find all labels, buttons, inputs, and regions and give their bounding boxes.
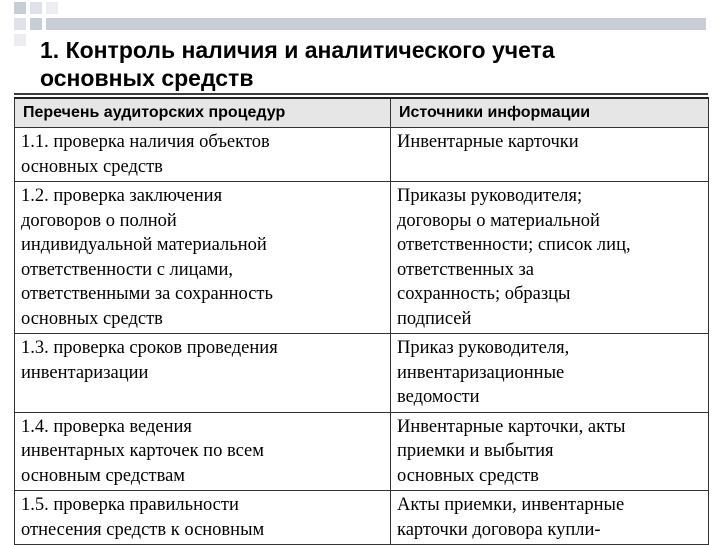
- cell-line: 1.5. проверка правильности: [21, 495, 239, 515]
- cell-line: сохранность; образцы: [397, 284, 571, 304]
- cell-line: приемки и выбытия: [397, 441, 554, 461]
- cell-line: договоры о материальной: [397, 210, 600, 231]
- source-cell: [391, 412, 709, 491]
- cell-line: ответственными за сохранность: [21, 284, 273, 304]
- deco-square: [14, 34, 26, 46]
- title-line-1: 1. Контроль наличия и аналитического учета: [40, 37, 555, 63]
- source-cell: [391, 491, 709, 545]
- cell-line: основных средств: [21, 156, 163, 177]
- cell-line: договоров о полной: [21, 210, 177, 231]
- header-sources: Источники информации: [391, 98, 709, 128]
- table-row: [15, 412, 709, 491]
- cell-line: Инвентарные карточки, акты: [397, 416, 626, 437]
- cell-line: инвентаризационные: [397, 362, 565, 383]
- cell-line: индивидуальной материальной: [21, 235, 267, 255]
- procedure-cell: [15, 412, 391, 491]
- cell-line: ответственных за: [397, 259, 534, 280]
- cell-line: карточки договора купли-: [397, 519, 601, 540]
- cell-line: подписей: [397, 308, 472, 329]
- deco-square: [14, 18, 26, 30]
- source-cell: [391, 182, 709, 334]
- deco-bar: [46, 18, 706, 30]
- deco-square: [46, 2, 58, 14]
- source-cell: [391, 334, 709, 413]
- cell-line: Инвентарные карточки: [397, 132, 579, 152]
- table-row: [15, 491, 709, 545]
- table-header-row: [15, 98, 709, 128]
- procedure-cell: [15, 182, 391, 334]
- cell-line: ответственности; список лиц,: [397, 235, 631, 255]
- cell-line: Приказы руководителя;: [397, 186, 583, 206]
- cell-line: 1.3. проверка сроков проведения: [21, 338, 278, 358]
- table-row: [15, 334, 709, 413]
- cell-line: Приказ руководителя,: [397, 338, 570, 358]
- cell-line: 1.2. проверка заключения: [21, 186, 223, 206]
- cell-line: основных средств: [21, 308, 163, 329]
- source-cell: [391, 128, 709, 182]
- cell-line: отнесения средств к основным: [21, 519, 265, 540]
- deco-square: [14, 2, 26, 14]
- cell-line: инвентаризации: [21, 362, 149, 383]
- audit-procedures-table: [14, 97, 709, 545]
- deco-square: [30, 18, 42, 30]
- procedure-cell: [15, 334, 391, 413]
- cell-line: 1.1. проверка наличия объектов: [21, 132, 270, 152]
- table-row: [15, 182, 709, 334]
- table-row: [15, 128, 709, 182]
- cell-line: 1.4. проверка ведения: [21, 416, 192, 437]
- cell-line: основным средствам: [21, 465, 186, 486]
- header-procedures: Перечень аудиторских процедур: [15, 98, 391, 128]
- deco-square: [30, 2, 42, 14]
- cell-line: ответственности с лицами,: [21, 259, 234, 280]
- procedure-cell: [15, 491, 391, 545]
- cell-line: Акты приемки, инвентарные: [397, 495, 625, 515]
- cell-line: ведомости: [397, 387, 480, 407]
- cell-line: инвентарных карточек по всем: [21, 441, 264, 461]
- slide-title: [40, 36, 710, 92]
- title-line-2: основных средств: [40, 65, 254, 91]
- cell-line: основных средств: [397, 465, 539, 486]
- procedure-cell: [15, 128, 391, 182]
- deco-line: [14, 93, 708, 95]
